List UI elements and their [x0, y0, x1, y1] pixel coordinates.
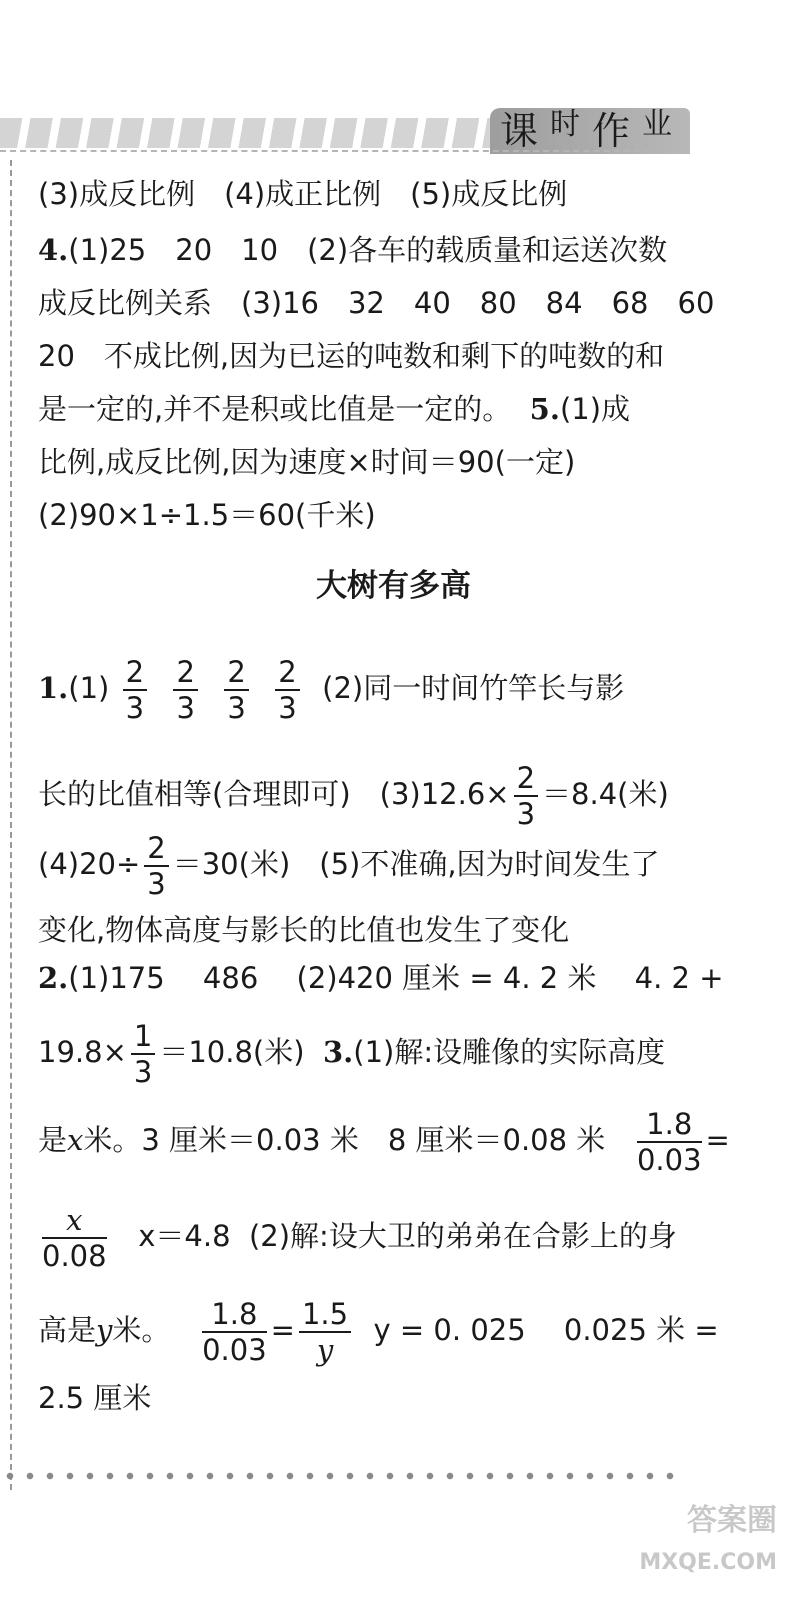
- header-char: 业: [642, 107, 685, 142]
- answer-line: [38, 232, 667, 268]
- watermark-url: MXQE.COM: [639, 1550, 777, 1575]
- answer-line: [38, 1196, 677, 1276]
- denominator: 0.03: [202, 1333, 267, 1367]
- denominator: 0.08: [42, 1239, 107, 1273]
- answer-text: (1)175 486 (2)420 厘米 = 4. 2 米 4. 2 +: [68, 961, 724, 995]
- header-title: [500, 100, 684, 155]
- fraction: [173, 654, 197, 725]
- fraction: [299, 1296, 351, 1367]
- fraction: [131, 1018, 155, 1089]
- denominator: 3: [125, 691, 145, 725]
- answer-line: [38, 824, 660, 904]
- answer-line: [38, 754, 669, 834]
- answer-text: y = 0. 025 0.025 米 =: [373, 1313, 719, 1347]
- answer-line: [38, 391, 630, 427]
- margin-dashed-rule: [10, 160, 12, 1490]
- variable: x: [67, 1123, 84, 1157]
- denominator: 3: [176, 691, 195, 725]
- answer-line: [38, 1290, 719, 1370]
- answer-text: 长的比值相等(合理即可) (3)12.6×: [38, 777, 510, 811]
- question-number: 1.: [38, 671, 69, 705]
- answer-text: ＝8.4(米): [542, 777, 669, 811]
- header-char: 课: [500, 109, 551, 153]
- watermark: [562, 1500, 777, 1584]
- watermark-text: 答案圈: [687, 1503, 777, 1538]
- answer-line: [38, 648, 624, 728]
- answer-text: ＝10.8(米): [159, 1035, 305, 1069]
- question-number: 3.: [322, 1035, 354, 1069]
- denominator: 3: [133, 1055, 153, 1089]
- answer-text: (2)同一时间竹竿长与影: [322, 671, 625, 705]
- answer-line: 比例,成反比例,因为速度×时间＝90(一定): [38, 445, 576, 479]
- denominator: 3: [278, 691, 297, 725]
- answer-text: (1): [68, 671, 110, 705]
- answer-text: 高是: [38, 1313, 97, 1347]
- equals-sign: =: [270, 1313, 295, 1347]
- numerator: 1.5: [299, 1299, 351, 1333]
- answer-line: (3)成反比例 (4)成正比例 (5)成反比例: [38, 177, 568, 211]
- fraction: [224, 654, 248, 725]
- answer-text: ＝30(米) (5)不准确,因为时间发生了: [172, 847, 660, 881]
- answer-text: (1)解:设雕像的实际高度: [353, 1035, 666, 1069]
- fraction: [275, 654, 299, 725]
- fraction: [514, 760, 538, 831]
- answer-text: (1)25 20 10 (2)各车的载质量和运送次数: [68, 233, 668, 267]
- fraction: [202, 1296, 267, 1367]
- answer-line: [38, 960, 724, 996]
- denominator: 0.03: [636, 1143, 702, 1177]
- numerator: 1: [131, 1021, 155, 1055]
- numerator: x: [42, 1205, 107, 1239]
- numerator: 1.8: [202, 1299, 267, 1333]
- header-char: 作: [592, 109, 643, 153]
- answer-line: (2)90×1÷1.5＝60(千米): [38, 498, 376, 532]
- denominator: 3: [516, 797, 536, 831]
- answer-text: 19.8×: [38, 1035, 127, 1069]
- answer-text: 是: [38, 1123, 68, 1157]
- denominator: 3: [147, 867, 166, 901]
- answer-text: 米。: [112, 1313, 171, 1347]
- header-decoration: [0, 118, 500, 148]
- answer-line: [38, 1012, 665, 1092]
- fraction: [42, 1202, 107, 1273]
- footer-dot-border: [0, 1470, 680, 1482]
- fraction: [123, 654, 147, 725]
- numerator: 2: [144, 833, 168, 867]
- numerator: 2: [224, 657, 248, 691]
- numerator: 2: [275, 657, 299, 691]
- answer-line: 2.5 厘米: [38, 1381, 152, 1415]
- header-char: 时: [550, 107, 593, 142]
- question-number: 4.: [38, 233, 69, 267]
- fraction: [636, 1106, 702, 1177]
- section-title: 大树有多高: [316, 568, 471, 604]
- answer-text: x＝4.8: [138, 1219, 231, 1253]
- answer-text: 米。3 厘米＝0.03 米 8 厘米＝0.08 米: [83, 1123, 606, 1157]
- header-dashed-rule: [0, 150, 680, 152]
- variable: y: [96, 1313, 113, 1347]
- answer-text: (1)成: [559, 392, 631, 426]
- answer-line: 变化,物体高度与影长的比值也发生了变化: [38, 913, 570, 947]
- denominator: y: [316, 1333, 334, 1367]
- answer-text: 是一定的,并不是积或比值是一定的。: [38, 392, 512, 426]
- denominator: 3: [227, 691, 246, 725]
- fraction: [144, 830, 168, 901]
- numerator: 2: [173, 657, 197, 691]
- answer-line: [38, 1100, 730, 1180]
- question-number: 2.: [38, 961, 69, 995]
- answer-line: 成反比例关系 (3)16 32 40 80 84 68 60: [38, 286, 715, 320]
- answer-line: 20 不成比例,因为已运的吨数和剩下的吨数的和: [38, 339, 665, 373]
- question-number: 5.: [529, 392, 560, 426]
- answer-text: (2)解:设大卫的弟弟在合影上的身: [248, 1219, 677, 1253]
- numerator: 2: [123, 657, 147, 691]
- numerator: 1.8: [637, 1109, 702, 1143]
- answer-text: (4)20÷: [38, 847, 141, 881]
- numerator: 2: [514, 763, 538, 797]
- equals-sign: =: [705, 1123, 730, 1157]
